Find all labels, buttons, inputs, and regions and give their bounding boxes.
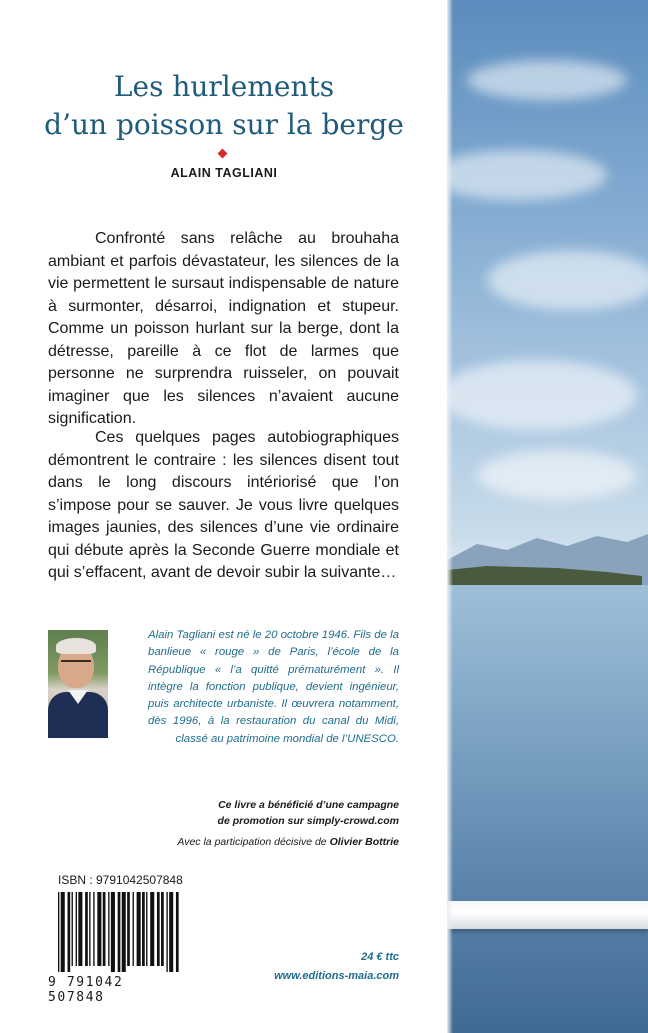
boat-railing — [447, 901, 648, 929]
barcode-bar — [150, 892, 154, 966]
barcode-bar — [122, 892, 126, 972]
barcode-bar — [142, 892, 145, 966]
barcode-bar — [146, 892, 147, 966]
barcode-digits: 9 791042 507848 — [48, 975, 124, 1005]
barcode-bar — [176, 892, 179, 972]
barcode-bar — [111, 892, 115, 972]
barcode-bar — [76, 892, 77, 966]
blurb-paragraph-2: Ces quelques pages autobiographiques démontrent le contraire : les silences disent tout dans le long discours intériorisé que l’on s’impose pour se sauver. Je vous livre quelques images jaunies, des silences d’une vie ordinaire qui débute après la Seconde Guerre mondiale et qui s’effacent, avant de devoir subir la suivante… — [48, 429, 399, 581]
book-title-line2: d’un poisson sur la berge — [44, 108, 404, 141]
diamond-ornament-icon — [218, 149, 228, 159]
promo-text — [218, 797, 399, 829]
author-bio: Alain Tagliani est né le 20 octobre 1946. Fils de la banlieue « rouge » de Paris, l’école de la République « l’a quitté prématurément ». Il intègre la fonction publique, devient ingénieur, puis architecte urbaniste. Il œuvrera notamment, dès 1996, à la restauration du canal du Midi, classé au patrimoine mondial de l’UNESCO. — [148, 629, 399, 745]
barcode-bar — [127, 892, 130, 966]
promo-line-2: de promotion sur simply-crowd.com — [217, 815, 399, 827]
barcode-bar — [108, 892, 109, 966]
barcode-graphic — [58, 892, 180, 972]
blurb-paragraph-1: Confronté sans relâche au brouhaha ambiant et parfois dévastateur, les silences de la vie permettent le sursaut indispensable de nature à surmonter, désarroi, indignation et stupeur. Comme un poisson hurlant sur la berge, dont la détresse, pareille à ce flot de larmes que personne ne surprendra ruisseler, on pouvait imaginer que les silences n’avaient aucune signification. — [48, 230, 399, 427]
promo-line-1: Ce livre a bénéficié d’une campagne — [218, 799, 399, 811]
water-area — [447, 585, 648, 1033]
barcode-bar — [93, 892, 94, 966]
barcode-bar — [72, 892, 73, 966]
barcode-bar — [161, 892, 164, 966]
price-label: 24 € ttc — [361, 951, 399, 963]
partner-name: Olivier Bottrie — [329, 836, 399, 848]
book-title-line1: Les hurlements — [113, 70, 335, 103]
barcode-bar — [61, 892, 65, 972]
barcode-bar — [78, 892, 82, 966]
barcode-bar — [89, 892, 90, 966]
barcode-bar — [169, 892, 173, 972]
barcode-bar — [133, 892, 134, 966]
barcode-bar — [103, 892, 106, 966]
barcode-bar — [166, 892, 167, 972]
barcode-bar — [118, 892, 121, 972]
author-name: ALAIN TAGLIANI — [170, 166, 278, 180]
barcode-bar — [137, 892, 141, 966]
barcode-bar — [97, 892, 101, 966]
partner-prefix: Avec la participation décisive de — [177, 836, 330, 848]
author-portrait — [48, 630, 108, 738]
barcode-bar — [58, 892, 59, 972]
partner-credit — [177, 836, 399, 848]
barcode-bar — [157, 892, 160, 966]
publisher-website: www.editions-maia.com — [274, 970, 399, 982]
barcode-bar — [85, 892, 88, 966]
barcode-bar — [67, 892, 70, 972]
isbn-label: ISBN : 9791042507848 — [58, 873, 183, 887]
cover-photo-lake — [447, 0, 648, 1033]
